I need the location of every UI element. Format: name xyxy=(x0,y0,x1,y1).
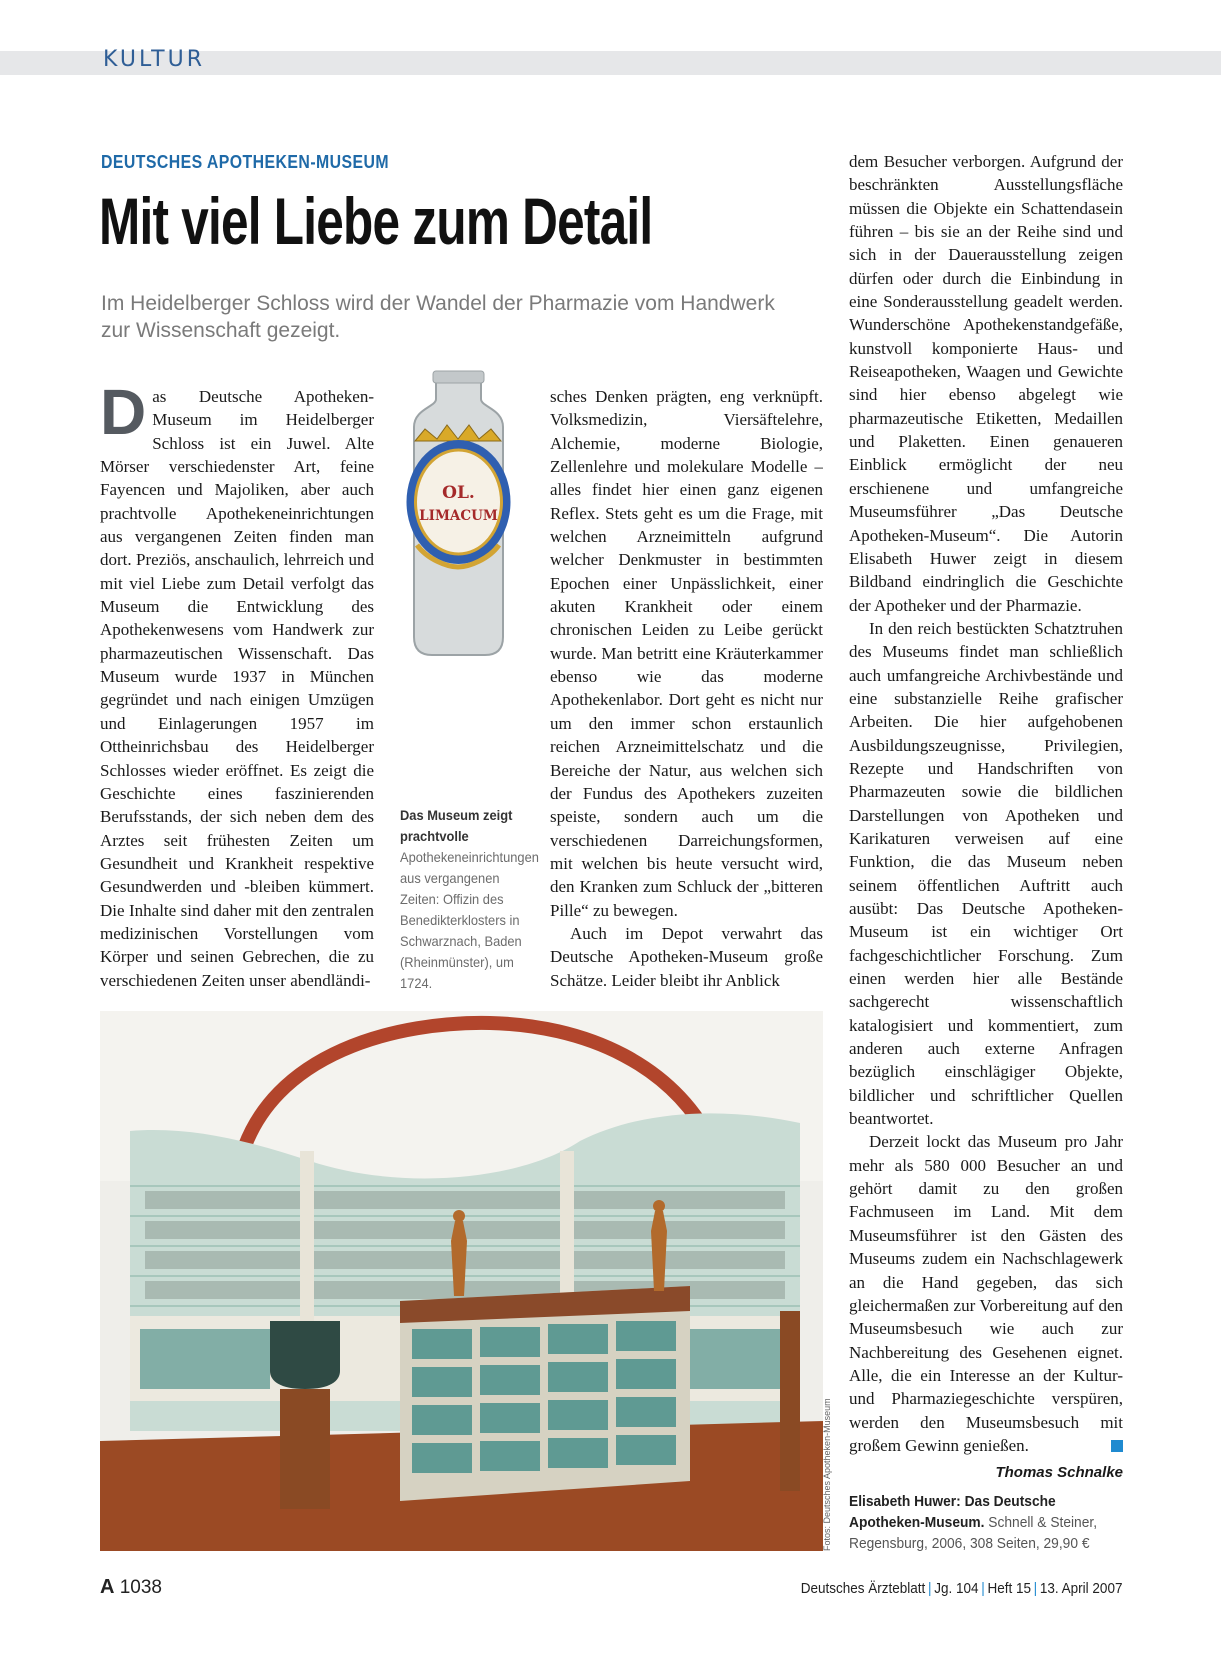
journal-footer: Deutsches Ärzteblatt | Jg. 104 | Heft 15 | 13. April 2007 xyxy=(800,1580,1122,1597)
jar-label-line-2: LIMACUM xyxy=(419,508,498,524)
page-prefix: A xyxy=(100,1576,115,1598)
column-4-paragraph-2: In den reich bestückten Schatztruhen des Museums findet man schließlich auch umfangreiche Archivbestände und eine substanzielle Reihe grafischer Arbeiten. Die hier aufgehobenen Ausbildungszeugnisse, Privilegien, Rezepte und Handschriften von Pharmazeuten sowie die bildlichen Darstellungen von Apotheken und Karikaturen verweisen auf eine Funktion, die das Museum neben seinem öffentlichen Auftritt auch ausübt: Das Deutsche Apotheken-Museum ist ein wichtiger Ort fachgeschichtlicher Forschung. Zum einen werden hier alle Bestände sachgerecht wissenschaftlich katalogisiert und kommentiert, zum anderen auch externe Anfragen bezüglich einschlägiger Objekte, bildlicher und schriftlicher Quellen beantwortet. xyxy=(849,618,1123,1129)
journal-date: 13. April 2007 xyxy=(1039,1580,1122,1597)
journal-issue: Heft 15 xyxy=(986,1580,1031,1597)
kicker: DEUTSCHES APOTHEKEN-MUSEUM xyxy=(101,152,390,172)
photo-caption xyxy=(400,805,539,994)
page-number xyxy=(100,1576,162,1599)
column-4-paragraph-1: dem Besucher verborgen. Aufgrund der beschränkten Ausstellungsfläche müssen die Objekte ein Schattendasein führen – bis sie an der Reihe sind und sich in der Dauerausstellung zeigen dürfen oder durch die Einbindung in eine Sonderausstellung geadelt werden. Wunderschöne Apothekenstandgefäße, kunstvoll komponierte Haus- und Reiseapotheken, Waagen und Gewichte sind hier ebenso abgelegt wie pharmazeutische Etiketten, Medaillen und Plaketten. Einen genaueren Einblick ermöglicht der neu erschienene und umfangreiche Museumsführer „Das Deutsche Apotheken-Museum“. Die Autorin Elisabeth Huwer zeigt in diesem Bildband eindringlich die Geschichte der Apotheker und der Pharmazie. xyxy=(849,152,1123,615)
column-1 xyxy=(100,385,374,1000)
caption-title: Das Museum zeigt prachtvolle xyxy=(400,807,513,844)
column-3 xyxy=(550,385,823,1000)
end-of-article-icon xyxy=(1111,1440,1123,1452)
dropcap: D xyxy=(100,385,147,448)
lede: Im Heidelberger Schloss wird der Wandel der Pharmazie vom Handwerk zur Wissenschaft gezeigt. xyxy=(101,292,775,342)
section-label: KULTUR xyxy=(103,47,205,72)
jar-label-line-1: OL. xyxy=(442,483,475,503)
column-1-text: as Deutsche Apotheken-Museum im Heidelberger Schloss ist ein Juwel. Alte Mörser verschiedenster Art, feine Fayencen und Majoliken, aber auch prachtvolle Apothekeneinrichtungen aus vergangenen Zeiten finden man dort. Preziös, anschaulich, lehrreich und mit viel Liebe zum Detail verfolgt das Museum die Entwicklung des Apothekenwesens vom Handwerk zur pharmazeutischen Wissenschaft. Das Museum wurde 1937 in München gegründet und nach einigen Umzügen und Einlagerungen 1957 im Ottheinrichsbau des Heidelberger Schlosses wieder eröffnet. Es zeigt die Geschichte eines faszinierenden Berufsstands, der sich neben dem des Arztes seit frühesten Zeiten um Gesundheit und Krankheit respektive Gesundwerden und -bleiben kümmert. Die Inhalte sind daher mit den zentralen medizinischen Vorstellungen vom Körper und seinen Gebrechen, die zu verschiedenen Zeiten unser abendländi- xyxy=(100,387,374,990)
pharmacy-interior-photo xyxy=(100,1011,823,1551)
author: Thomas Schnalke xyxy=(995,1464,1123,1481)
column-4-paragraph-3: Derzeit lockt das Museum pro Jahr mehr als 580 000 Besucher an und gehört damit zu den großen Fachmuseen im Land. Mit dem Museumsführer ist den Gästen des Museums zudem ein Nachschlagewerk an die Hand gegeben, das sich gleichermaßen zur Vorbereitung auf den Museumsbesuch wie auch zur Nachbereitung des Gesehenen eignet. Alle, die ein Interesse an der Kultur- und Pharmaziegeschichte verspüren, werden den Museumsbesuch mit großem Gewinn genießen. xyxy=(849,1132,1123,1455)
book-reference xyxy=(849,1492,1109,1555)
journal-volume: Jg. 104 xyxy=(933,1580,979,1597)
headline: Mit viel Liebe zum Detail xyxy=(99,184,653,258)
caption-text: Apothekeneinrichtungen aus vergangenen Zeiten: Offizin des Benedikterklosters in Schwarznach, Baden (Rheinmünster), um 1724. xyxy=(400,849,539,991)
apothecary-jar-photo xyxy=(391,367,526,664)
column-3-paragraph-1: sches Denken prägten, eng verknüpft. Volksmedizin, Viersäftelehre, Alchemie, moderne Biologie, Zellenlehre und molekulare Modelle – alles findet hier einen ganz eigenen Reflex. Stets geht es um die Frage, mit welchen Arzneimitteln aufgrund welcher Denkmuster in bestimmten Epochen einer Unpässlichkeit, einer akuten Krankheit oder einem chronischen Leiden zu Leibe gerückt wurde. Man betritt eine Kräuterkammer ebenso wie das moderne Apothekenlabor. Dort geht es nicht nur um den immer schon erstaunlich reichen Arzneimittelschatz und die Bereiche der Natur, aus welchen sich der Fundus des Apothekers zuzeiten speiste, sondern auch um die verschiedenen Darreichungsformen, mit welchen bis heute versucht wird, den Kranken zum Schluck der „bitteren Pille“ zu bewegen. xyxy=(550,387,823,920)
column-3-paragraph-2: Auch im Depot verwahrt das Deutsche Apotheken-Museum große Schätze. Leider bleibt ihr Anblick xyxy=(550,923,823,990)
book-details: Schnell & Steiner, Regensburg, 2006, 308 Seiten, 29,90 € xyxy=(849,1515,1098,1552)
photo-credit: Fotos: Deutsches Apotheken-Museum xyxy=(822,1398,832,1551)
book-title: Elisabeth Huwer: Das Deutsche Apotheken-Museum. xyxy=(849,1494,1056,1531)
journal-name: Deutsches Ärzteblatt xyxy=(800,1580,925,1597)
column-4 xyxy=(849,150,1123,1455)
page-number-value: 1038 xyxy=(119,1577,163,1598)
